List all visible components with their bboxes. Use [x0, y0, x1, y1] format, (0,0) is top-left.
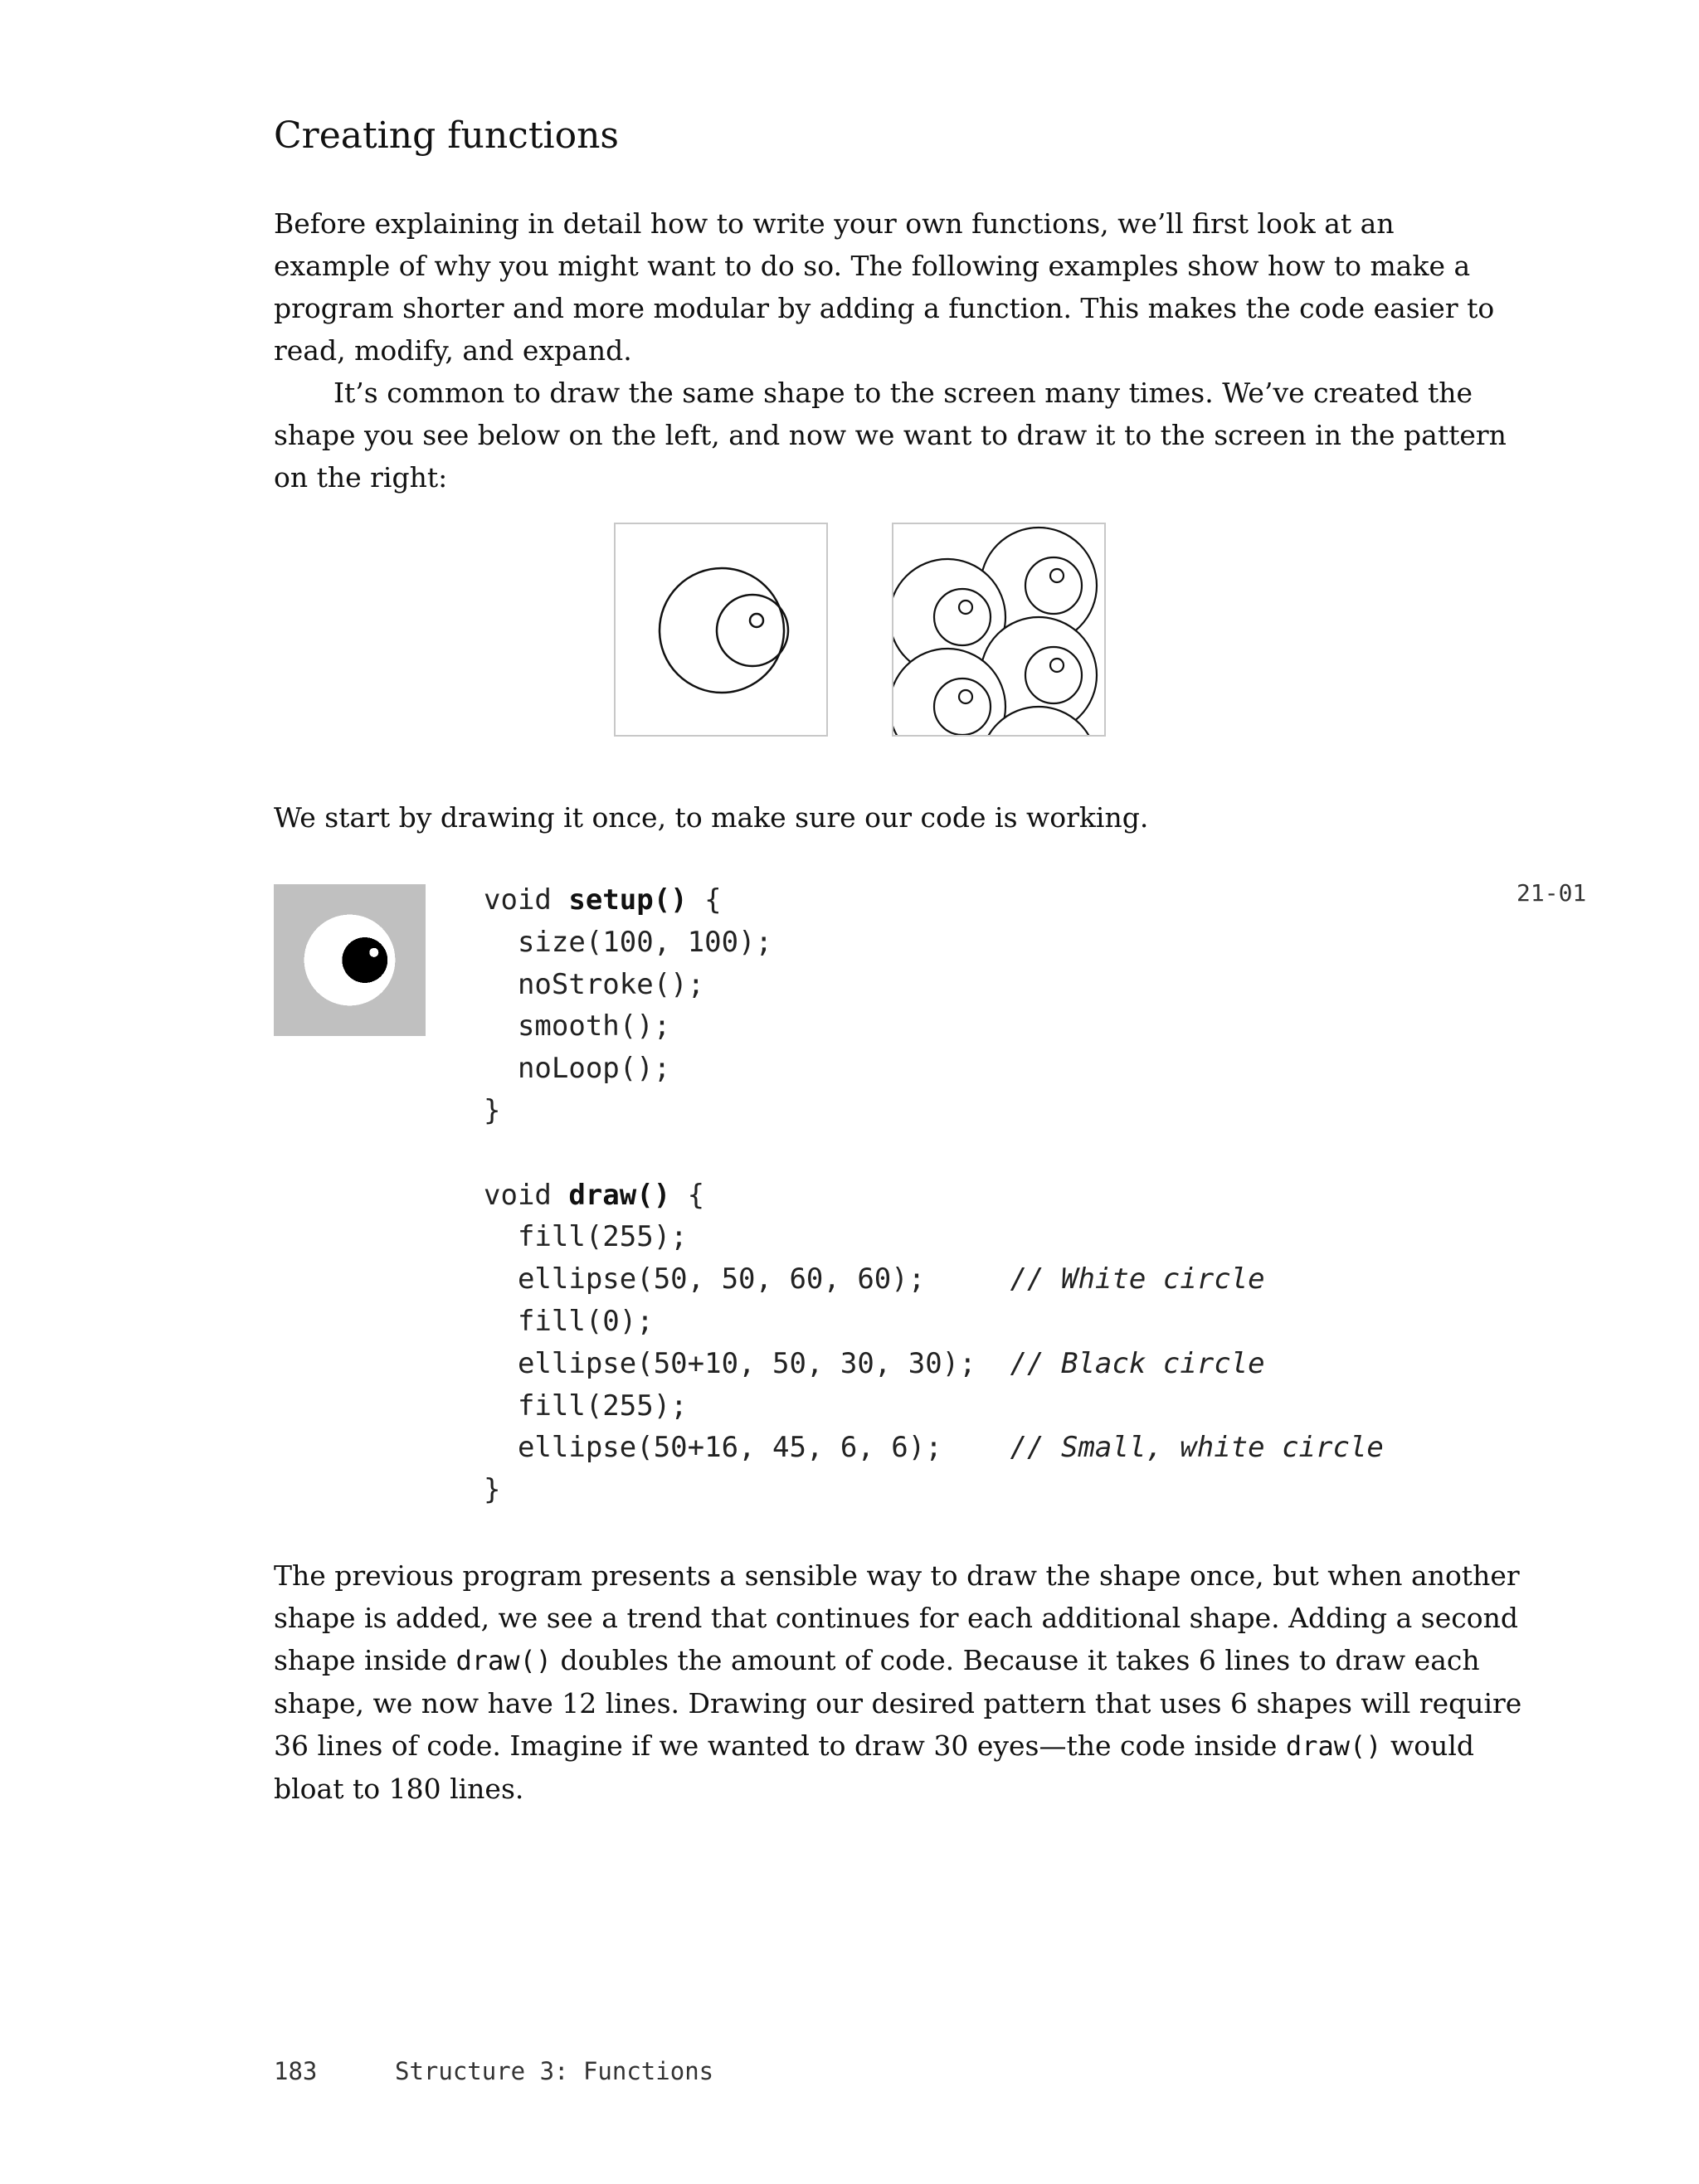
- inline-code: draw(): [455, 1645, 553, 1676]
- chapter-title: Structure 3: Functions: [395, 2057, 714, 2085]
- code-listing: [484, 879, 1384, 1511]
- inline-code: draw(): [1285, 1730, 1382, 1762]
- code-comment: // Small, white circle: [1010, 1431, 1384, 1465]
- code-line: noStroke();: [484, 967, 705, 1001]
- text-line: program shorter and more modular by adding a function. This makes the code easier to: [274, 292, 1495, 324]
- example-number: 21-01: [1516, 879, 1587, 907]
- single-shape-drawing: [616, 524, 826, 735]
- code-line: }: [484, 1473, 501, 1507]
- section-heading: Creating functions: [274, 114, 619, 157]
- text-line: bloat to 180 lines.: [274, 1773, 524, 1805]
- text-line: read, modify, and expand.: [274, 334, 632, 367]
- code-line: size(100, 100);: [484, 925, 772, 959]
- text-line: The previous program presents a sensible way to draw the shape once, but when another: [274, 1559, 1520, 1592]
- single-shape-figure: [614, 523, 828, 737]
- code-line: ellipse(50+16, 45, 6, 6); // Small, white circle: [484, 1431, 1384, 1465]
- text-line: example of why you might want to do so. The following examples show how to make a: [274, 250, 1471, 282]
- code-line: fill(255);: [484, 1389, 688, 1423]
- code-blank-line: [484, 1132, 1384, 1175]
- text-line: shape you see below on the left, and now we want to draw it to the screen in the pattern: [274, 419, 1507, 451]
- text-line: We start by drawing it once, to make sure our code is working.: [274, 801, 1149, 834]
- code-line: }: [484, 1093, 501, 1127]
- code-line: fill(0);: [484, 1304, 654, 1338]
- closing-paragraph: [274, 1554, 1522, 1810]
- pattern-figure: [892, 523, 1106, 737]
- code-line: void setup() {: [484, 883, 722, 917]
- text-line: on the right:: [274, 461, 448, 494]
- code-comment: // Black circle: [1010, 1346, 1265, 1380]
- code-line: ellipse(50+10, 50, 30, 30); // Black circle: [484, 1346, 1265, 1380]
- text-line: 36 lines of code. Imagine if we wanted to draw 30 eyes—the code inside draw() would: [274, 1729, 1475, 1762]
- code-line: fill(255);: [484, 1220, 688, 1254]
- code-line: smooth();: [484, 1009, 671, 1043]
- text-line: shape, we now have 12 lines. Drawing our desired pattern that uses 6 shapes will require: [274, 1687, 1522, 1719]
- text-line: shape is added, we see a trend that continues for each additional shape. Adding a second: [274, 1602, 1518, 1634]
- code-comment: // White circle: [1010, 1262, 1265, 1296]
- text-line: shape inside draw() doubles the amount of code. Because it takes 6 lines to draw each: [274, 1644, 1480, 1676]
- pattern-drawing: [893, 524, 1104, 735]
- intro-paragraph: [274, 202, 1507, 499]
- code-line: noLoop();: [484, 1052, 671, 1086]
- text-line: Before explaining in detail how to write your own functions, we’ll first look at an: [274, 207, 1395, 240]
- code-line: ellipse(50, 50, 60, 60); // White circle: [484, 1262, 1265, 1296]
- page-number: 183: [274, 2057, 318, 2085]
- code-line: void draw() {: [484, 1178, 705, 1212]
- example-output-image: [274, 884, 426, 1036]
- start-paragraph: [274, 796, 1493, 839]
- text-line: It’s common to draw the same shape to the screen many times. We’ve created the: [333, 377, 1473, 409]
- eye-render: [274, 884, 426, 1036]
